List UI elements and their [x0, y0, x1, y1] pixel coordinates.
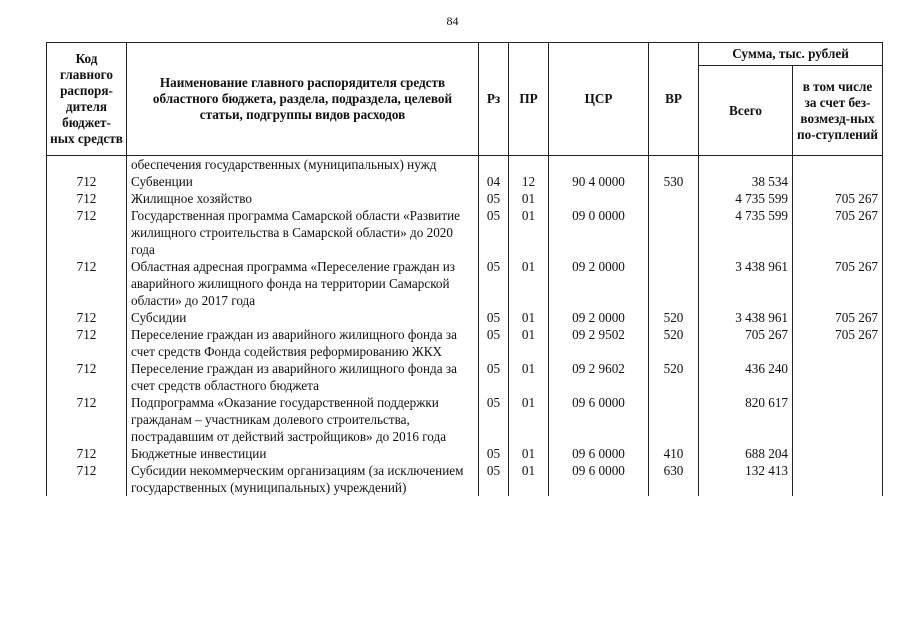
- cell-total: 4 735 599: [699, 207, 793, 258]
- cell-grants: 705 267: [793, 207, 883, 258]
- cell-rz: 05: [479, 394, 509, 445]
- cell-pr: 01: [509, 309, 549, 326]
- table-row: [47, 309, 883, 326]
- cell-pr: 01: [509, 462, 549, 496]
- cell-pr: [509, 156, 549, 174]
- table-row: [47, 190, 883, 207]
- cell-name: Подпрограмма «Оказание государственной поддержки гражданам – участникам долевого строительства, пострадавшим от действий застройщиков» до 2016 года: [127, 394, 479, 445]
- cell-code: [47, 156, 127, 174]
- table-row: [47, 258, 883, 309]
- cell-csr: 09 2 9502: [549, 326, 649, 360]
- cell-vr: 410: [649, 445, 699, 462]
- header-sum: Сумма, тыс. рублей: [699, 43, 883, 66]
- cell-pr: 01: [509, 445, 549, 462]
- cell-csr: 09 2 0000: [549, 309, 649, 326]
- cell-total: 3 438 961: [699, 258, 793, 309]
- cell-code: 712: [47, 173, 127, 190]
- cell-vr: [649, 156, 699, 174]
- table-header: [47, 43, 883, 156]
- header-code: Код главного распоря-дителя бюджет-ных средств: [47, 43, 127, 156]
- header-csr: ЦСР: [549, 43, 649, 156]
- header-rz: Рз: [479, 43, 509, 156]
- cell-name: Переселение граждан из аварийного жилищного фонда за счет средств областного бюджета: [127, 360, 479, 394]
- budget-table: [46, 42, 883, 496]
- cell-vr: [649, 258, 699, 309]
- cell-vr: [649, 190, 699, 207]
- cell-total: 705 267: [699, 326, 793, 360]
- cell-code: 712: [47, 462, 127, 496]
- cell-vr: 520: [649, 309, 699, 326]
- table-row: [47, 173, 883, 190]
- cell-total: [699, 156, 793, 174]
- cell-grants: [793, 360, 883, 394]
- cell-total: 688 204: [699, 445, 793, 462]
- cell-csr: 90 4 0000: [549, 173, 649, 190]
- cell-rz: 05: [479, 326, 509, 360]
- cell-grants: 705 267: [793, 309, 883, 326]
- cell-code: 712: [47, 207, 127, 258]
- cell-code: 712: [47, 309, 127, 326]
- cell-grants: 705 267: [793, 190, 883, 207]
- table-body: [47, 156, 883, 497]
- cell-total: 38 534: [699, 173, 793, 190]
- cell-csr: 09 2 9602: [549, 360, 649, 394]
- header-vr: ВР: [649, 43, 699, 156]
- cell-csr: 09 2 0000: [549, 258, 649, 309]
- table-row: [47, 207, 883, 258]
- cell-grants: [793, 445, 883, 462]
- cell-total: 4 735 599: [699, 190, 793, 207]
- cell-vr: 520: [649, 360, 699, 394]
- cell-grants: 705 267: [793, 326, 883, 360]
- cell-pr: 01: [509, 207, 549, 258]
- cell-vr: 530: [649, 173, 699, 190]
- cell-grants: [793, 394, 883, 445]
- cell-name: Субсидии: [127, 309, 479, 326]
- cell-code: 712: [47, 326, 127, 360]
- table-row: [47, 394, 883, 445]
- cell-vr: [649, 207, 699, 258]
- cell-pr: 01: [509, 190, 549, 207]
- cell-pr: 01: [509, 360, 549, 394]
- cell-rz: 05: [479, 190, 509, 207]
- cell-code: 712: [47, 258, 127, 309]
- cell-rz: 05: [479, 462, 509, 496]
- cell-total: 820 617: [699, 394, 793, 445]
- cell-name: Областная адресная программа «Переселение граждан из аварийного жилищного фонда на территории Самарской области» до 2017 года: [127, 258, 479, 309]
- cell-code: 712: [47, 190, 127, 207]
- cell-name: обеспечения государственных (муниципальных) нужд: [127, 156, 479, 174]
- cell-name: Субсидии некоммерческим организациям (за исключением государственных (муниципальных) учреждений): [127, 462, 479, 496]
- table-row: [47, 360, 883, 394]
- cell-vr: 520: [649, 326, 699, 360]
- cell-pr: 01: [509, 258, 549, 309]
- page-number: 84: [446, 14, 459, 28]
- cell-rz: 04: [479, 173, 509, 190]
- cell-pr: 12: [509, 173, 549, 190]
- cell-name: Переселение граждан из аварийного жилищного фонда за счет средств Фонда содействия реформированию ЖКХ: [127, 326, 479, 360]
- cell-csr: 09 6 0000: [549, 394, 649, 445]
- cell-vr: [649, 394, 699, 445]
- cell-csr: [549, 190, 649, 207]
- cell-pr: 01: [509, 326, 549, 360]
- cell-code: 712: [47, 360, 127, 394]
- cell-csr: 09 6 0000: [549, 445, 649, 462]
- cell-rz: 05: [479, 309, 509, 326]
- cell-csr: 09 6 0000: [549, 462, 649, 496]
- cell-rz: 05: [479, 360, 509, 394]
- table-row: [47, 445, 883, 462]
- header-pr: ПР: [509, 43, 549, 156]
- cell-csr: [549, 156, 649, 174]
- header-name: Наименование главного распорядителя средств областного бюджета, раздела, подраздела, целевой статьи, подгруппы видов расходов: [127, 43, 479, 156]
- cell-grants: 705 267: [793, 258, 883, 309]
- cell-total: 436 240: [699, 360, 793, 394]
- cell-rz: 05: [479, 207, 509, 258]
- cell-grants: [793, 156, 883, 174]
- cell-name: Субвенции: [127, 173, 479, 190]
- cell-pr: 01: [509, 394, 549, 445]
- cell-grants: [793, 462, 883, 496]
- cell-rz: [479, 156, 509, 174]
- table-row: [47, 462, 883, 496]
- cell-total: 3 438 961: [699, 309, 793, 326]
- table-row: [47, 156, 883, 174]
- header-grants: в том числе за счет без-возмезд-ных по-ступлений: [793, 66, 883, 156]
- cell-name: Государственная программа Самарской области «Развитие жилищного строительства в Самарской области» до 2020 года: [127, 207, 479, 258]
- cell-grants: [793, 173, 883, 190]
- cell-name: Бюджетные инвестиции: [127, 445, 479, 462]
- cell-total: 132 413: [699, 462, 793, 496]
- cell-csr: 09 0 0000: [549, 207, 649, 258]
- header-total: Всего: [699, 66, 793, 156]
- cell-rz: 05: [479, 258, 509, 309]
- cell-vr: 630: [649, 462, 699, 496]
- cell-rz: 05: [479, 445, 509, 462]
- cell-name: Жилищное хозяйство: [127, 190, 479, 207]
- cell-code: 712: [47, 445, 127, 462]
- cell-code: 712: [47, 394, 127, 445]
- table-row: [47, 326, 883, 360]
